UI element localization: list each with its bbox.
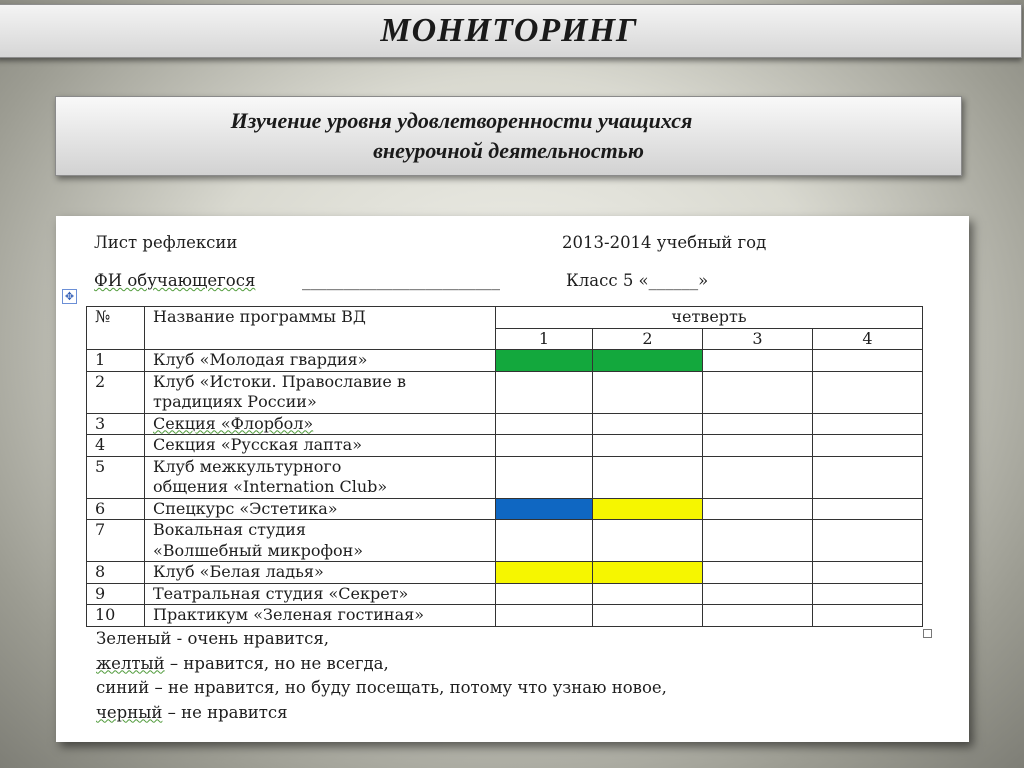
header-num: № bbox=[87, 307, 145, 350]
row-program bbox=[145, 350, 496, 372]
quarter-cell bbox=[593, 498, 703, 520]
program-name-line-1: Практикум «Зеленая гостиная» bbox=[153, 605, 425, 624]
row-program bbox=[145, 583, 496, 605]
program-name-line-2: традициях России» bbox=[153, 392, 317, 411]
quarter-cell bbox=[813, 498, 923, 520]
quarter-cell bbox=[703, 371, 813, 413]
quarter-cell bbox=[703, 583, 813, 605]
legend-item-green bbox=[96, 627, 667, 652]
color-legend bbox=[96, 627, 667, 725]
quarter-2: 2 bbox=[593, 328, 703, 350]
header-quarter: четверть bbox=[496, 307, 923, 329]
quarter-cell bbox=[813, 435, 923, 457]
row-num: 9 bbox=[87, 583, 145, 605]
slide-subtitle-box bbox=[55, 96, 962, 176]
program-name-line-1: Театральная студия «Секрет» bbox=[153, 583, 409, 603]
legend-text: - очень нравится, bbox=[171, 629, 330, 648]
quarter-cell bbox=[496, 605, 593, 627]
quarter-cell bbox=[813, 371, 923, 413]
legend-item-black bbox=[96, 701, 667, 726]
table-row bbox=[87, 435, 923, 457]
row-program bbox=[145, 371, 496, 413]
table-row bbox=[87, 520, 923, 562]
quarter-cell bbox=[496, 435, 593, 457]
quarter-3: 3 bbox=[703, 328, 813, 350]
program-name-line-1: Клуб «Молодая гвардия» bbox=[153, 350, 368, 369]
table-row bbox=[87, 498, 923, 520]
quarter-cell bbox=[593, 583, 703, 605]
quarter-cell bbox=[813, 413, 923, 435]
program-name-line-1: Клуб «Истоки. Православие в bbox=[153, 371, 406, 391]
program-name-line-1: Клуб «Белая ладья» bbox=[153, 562, 324, 581]
row-num: 6 bbox=[87, 498, 145, 520]
quarter-cell bbox=[813, 456, 923, 498]
legend-text: – не нравится bbox=[162, 702, 288, 722]
legend-word: синий bbox=[96, 678, 150, 697]
resize-handle-icon[interactable] bbox=[923, 629, 932, 638]
school-year: 2013-2014 учебный год bbox=[562, 233, 767, 252]
quarter-cell bbox=[813, 605, 923, 627]
program-name-line-1: Клуб межкультурного bbox=[153, 456, 342, 476]
row-program bbox=[145, 456, 496, 498]
program-name-line-2: общения «Internation Club» bbox=[153, 477, 388, 496]
row-num: 8 bbox=[87, 562, 145, 584]
slide-title-bar bbox=[0, 4, 1022, 58]
subtitle-line-2: внеурочной деятельностью bbox=[373, 138, 644, 163]
row-program bbox=[145, 562, 496, 584]
quarter-cell bbox=[703, 605, 813, 627]
quarter-cell bbox=[703, 456, 813, 498]
table-row bbox=[87, 371, 923, 413]
quarter-cell bbox=[703, 350, 813, 372]
row-program bbox=[145, 435, 496, 457]
class-label: Класс 5 «______» bbox=[566, 271, 709, 290]
quarter-cell bbox=[593, 520, 703, 562]
quarter-cell bbox=[593, 605, 703, 627]
quarter-cell bbox=[593, 456, 703, 498]
subtitle-line-1: Изучение уровня удовлетворенности учащихся bbox=[230, 108, 693, 133]
reflection-table bbox=[86, 306, 923, 627]
row-program bbox=[145, 605, 496, 627]
quarter-cell bbox=[496, 456, 593, 498]
quarter-cell bbox=[593, 562, 703, 584]
sheet-title: Лист рефлексии bbox=[94, 233, 238, 252]
quarter-cell bbox=[703, 498, 813, 520]
quarter-cell bbox=[813, 583, 923, 605]
table-row bbox=[87, 413, 923, 435]
quarter-cell bbox=[496, 520, 593, 562]
table-row bbox=[87, 583, 923, 605]
legend-text: – нравится, но не всегда, bbox=[164, 653, 389, 673]
program-name-line-1: Спецкурс «Эстетика» bbox=[153, 498, 338, 518]
table-header-row bbox=[87, 307, 923, 329]
quarter-cell bbox=[813, 562, 923, 584]
row-program bbox=[145, 520, 496, 562]
move-handle-icon[interactable]: ✥ bbox=[62, 289, 77, 304]
legend-word: черный bbox=[96, 702, 163, 722]
row-program bbox=[145, 498, 496, 520]
quarter-cell bbox=[813, 350, 923, 372]
quarter-cell bbox=[496, 498, 593, 520]
quarter-cell bbox=[703, 435, 813, 457]
quarter-cell bbox=[593, 371, 703, 413]
slide-title: МОНИТОРИНГ bbox=[380, 12, 638, 49]
row-num: 10 bbox=[87, 605, 145, 627]
quarter-cell bbox=[593, 435, 703, 457]
row-num: 7 bbox=[87, 520, 145, 562]
quarter-cell bbox=[496, 371, 593, 413]
legend-text: – не нравится, но буду посещать, потому что узнаю новое, bbox=[149, 678, 667, 697]
row-num: 4 bbox=[87, 435, 145, 457]
row-num: 2 bbox=[87, 371, 145, 413]
row-program bbox=[145, 413, 496, 435]
quarter-cell bbox=[703, 562, 813, 584]
quarter-cell bbox=[496, 350, 593, 372]
row-num: 3 bbox=[87, 413, 145, 435]
program-name-line-1: Секция «Русская лапта» bbox=[153, 435, 362, 454]
table-row bbox=[87, 350, 923, 372]
program-name-line-1: Секция «Флорбол» bbox=[153, 413, 314, 433]
quarter-cell bbox=[496, 583, 593, 605]
legend-item-yellow bbox=[96, 652, 667, 677]
table-row bbox=[87, 456, 923, 498]
quarter-cell bbox=[496, 562, 593, 584]
header-program: Название программы ВД bbox=[145, 307, 496, 350]
quarter-1: 1 bbox=[496, 328, 593, 350]
legend-word: Зеленый bbox=[96, 629, 172, 648]
quarter-cell bbox=[703, 520, 813, 562]
quarter-cell bbox=[813, 520, 923, 562]
program-name-line-2: «Волшебный микрофон» bbox=[153, 540, 364, 560]
quarter-cell bbox=[496, 413, 593, 435]
legend-word: желтый bbox=[96, 653, 165, 673]
student-name-label: ФИ обучающегося bbox=[94, 271, 256, 290]
quarter-cell bbox=[593, 413, 703, 435]
legend-item-blue bbox=[96, 676, 667, 701]
row-num: 5 bbox=[87, 456, 145, 498]
quarter-cell bbox=[703, 413, 813, 435]
table-row bbox=[87, 605, 923, 627]
reflection-sheet-document bbox=[56, 216, 969, 742]
row-num: 1 bbox=[87, 350, 145, 372]
student-name-blank: ________________________ bbox=[302, 271, 500, 290]
table-row bbox=[87, 562, 923, 584]
quarter-cell bbox=[593, 350, 703, 372]
quarter-4: 4 bbox=[813, 328, 923, 350]
program-name-line-1: Вокальная студия bbox=[153, 520, 307, 539]
